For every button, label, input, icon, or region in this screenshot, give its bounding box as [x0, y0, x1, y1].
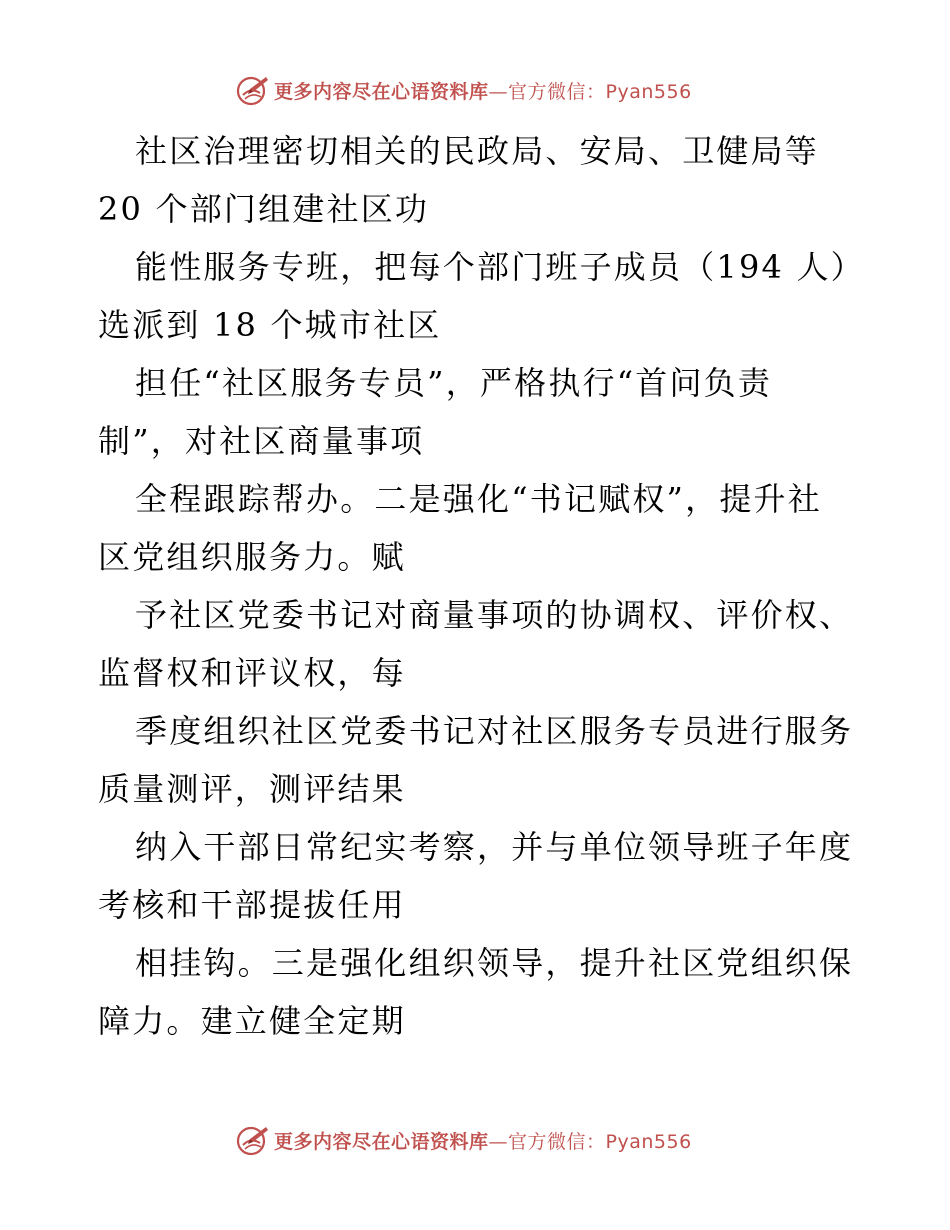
footer-banner: [236, 1123, 692, 1157]
text-line: 予社区党委书记对商量事项的协调权、评价权、: [135, 596, 854, 634]
header-banner-text: [274, 77, 692, 104]
header-banner-wechat: Pyan556: [605, 80, 692, 103]
text-line: 制”，对社区商量事项: [98, 422, 425, 460]
header-banner-main: 更多内容尽在心语资料库: [274, 80, 489, 103]
header-banner: [236, 73, 692, 107]
footer-banner-text: [274, 1127, 692, 1154]
text-line: 全程跟踪帮办。二是强化“书记赋权”，提升社: [135, 480, 822, 518]
footer-banner-mid: —官方微信：: [488, 1130, 606, 1153]
body-text: [98, 122, 868, 1050]
text-line: 区党组织服务力。赋: [98, 538, 406, 576]
header-banner-mid: —官方微信：: [488, 80, 606, 103]
text-line: 季度组织社区党委书记对社区服务专员进行服务: [135, 712, 854, 750]
text-line: 监督权和评议权，每: [98, 654, 406, 692]
text-line: 能性服务专班，把每个部门班子成员（194 人）: [135, 248, 865, 286]
text-line: 20 个部门组建社区功: [98, 190, 430, 228]
text-line: 障力。建立健全定期: [98, 1002, 406, 1040]
book-pen-logo-icon: [236, 73, 270, 107]
text-line: 纳入干部日常纪实考察，并与单位领导班子年度: [135, 828, 854, 866]
text-line: 质量测评，测评结果: [98, 770, 406, 808]
text-line: 考核和干部提拔任用: [98, 886, 406, 924]
text-line: 担任“社区服务专员”，严格执行“首问负责: [135, 364, 773, 402]
text-line: 相挂钩。三是强化组织领导，提升社区党组织保: [135, 944, 854, 982]
text-line: 选派到 18 个城市社区: [98, 306, 442, 344]
footer-banner-main: 更多内容尽在心语资料库: [274, 1130, 489, 1153]
footer-banner-wechat: Pyan556: [605, 1130, 692, 1153]
text-line: 社区治理密切相关的民政局、安局、卫健局等: [135, 132, 820, 170]
book-pen-logo-icon: [236, 1123, 270, 1157]
